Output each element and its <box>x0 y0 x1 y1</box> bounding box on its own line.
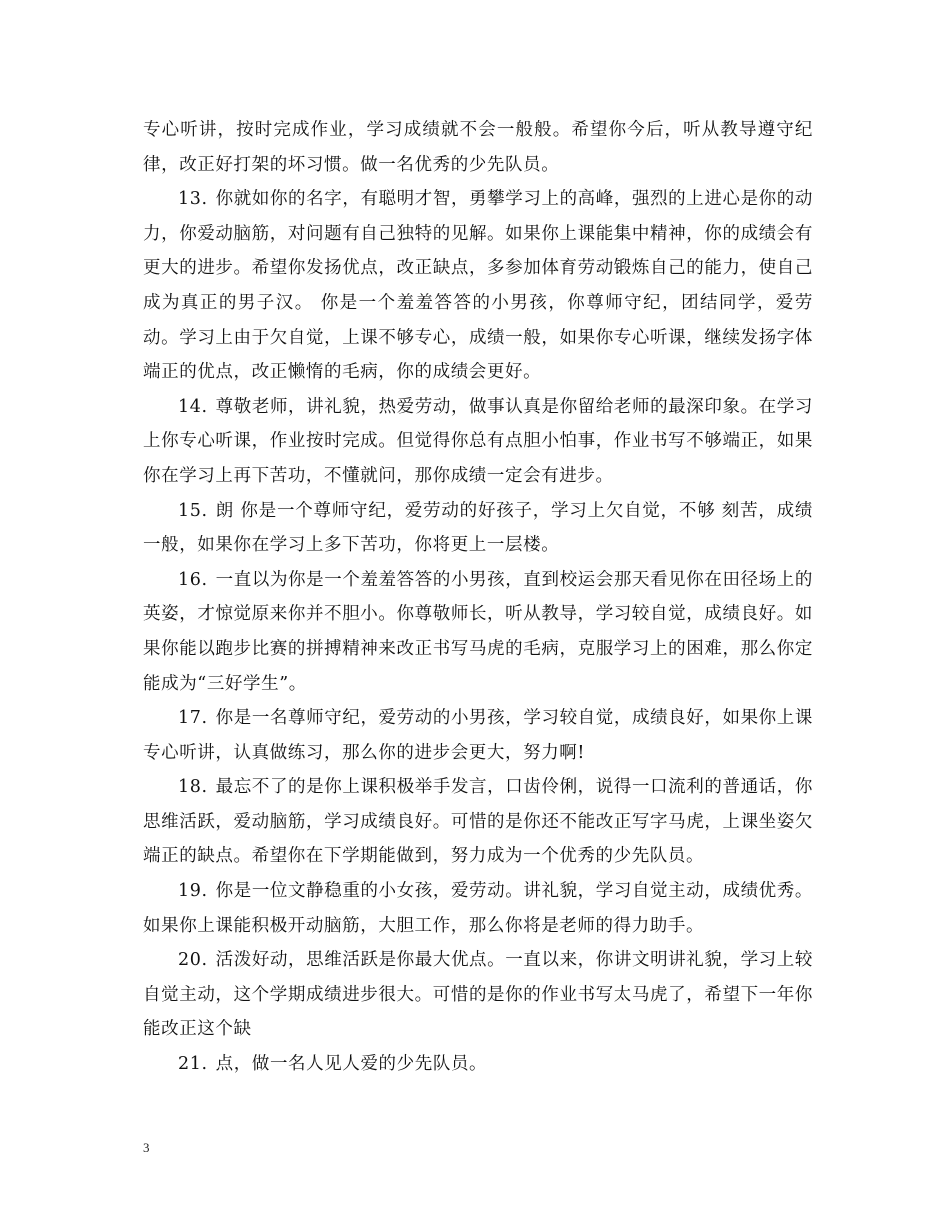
paragraph-text: 你就如你的名字，有聪明才智，勇攀学习上的高峰，强烈的上进心是你的动力，你爱动脑筋，对问题有自己独特的见解。如果你上课能集中精神，你的成绩会有更大的进步。希望你发扬优点，改正缺点，多参加体育劳动锻炼自己的能力，使自己成为真正的男子汉。 你是一个羞羞答答的小男孩，你尊师守纪，团结同学，爱劳动。学习上由于欠自觉，上课不够专心，成绩一般，如果你专心听课，继续发扬字体端正的优点，改正懒惰的毛病，你的成绩会更好。 <box>143 189 813 383</box>
item-number: 16. <box>178 569 208 590</box>
comment-13 <box>143 182 813 390</box>
paragraph-text: 朗 你是一个尊师守纪，爱劳动的好孩子，学习上欠自觉，不够 刻苦，成绩一般，如果你在学习上多下苦功，你将更上一层楼。 <box>143 500 813 556</box>
item-number: 21. <box>178 1054 208 1075</box>
item-number: 17. <box>178 708 208 729</box>
comment-21 <box>143 1047 813 1082</box>
paragraph-text: 一直以为你是一个羞羞答答的小男孩，直到校运会那天看见你在田径场上的英姿，才惊觉原来你并不胆小。你尊敬师长，听从教导，学习较自觉，成绩良好。如果你能以跑步比赛的拼搏精神来改正书写马虎的毛病，克服学习上的困难，那么你定能成为“三好学生”。 <box>143 569 813 694</box>
paragraph-text: 点，做一名人见人爱的少先队员。 <box>215 1054 488 1075</box>
item-number: 14. <box>178 396 208 417</box>
comment-14 <box>143 390 813 494</box>
item-number: 18. <box>178 777 208 798</box>
item-number: 19. <box>178 881 208 902</box>
paragraph-text: 最忘不了的是你上课积极举手发言，口齿伶俐，说得一口流利的普通话，你思维活跃，爱动脑筋，学习成绩良好。可惜的是你还不能改正写字马虎，上课坐姿欠端正的缺点。希望你在下学期能做到，努力成为一个优秀的少先队员。 <box>143 777 813 867</box>
item-number: 13. <box>178 189 208 210</box>
comment-20 <box>143 943 813 1047</box>
paragraph-text: 专心听讲，按时完成作业，学习成绩就不会一般般。希望你今后，听从教导遵守纪律，改正好打架的坏习惯。做一名优秀的少先队员。 <box>143 120 813 175</box>
comment-18 <box>143 770 813 874</box>
comment-17 <box>143 701 813 770</box>
comment-15 <box>143 494 813 563</box>
page-number: 3 <box>143 1140 150 1155</box>
paragraph-text: 你是一名尊师守纪，爱劳动的小男孩，学习较自觉，成绩良好，如果你上课专心听讲，认真做练习，那么你的进步会更大，努力啊! <box>143 708 813 763</box>
paragraph-continuation <box>143 113 813 182</box>
comment-19 <box>143 874 813 943</box>
item-number: 15. <box>178 500 208 521</box>
paragraph-text: 尊敬老师，讲礼貌，热爱劳动，做事认真是你留给老师的最深印象。在学习上你专心听课，作业按时完成。但觉得你总有点胆小怕事，作业书写不够端正，如果你在学习上再下苦功，不懂就问，那你成绩一定会有进步。 <box>143 396 813 486</box>
paragraph-text: 你是一位文静稳重的小女孩，爱劳动。讲礼貌，学习自觉主动，成绩优秀。如果你上课能积极开动脑筋，大胆工作，那么你将是老师的得力助手。 <box>143 881 813 936</box>
comment-16 <box>143 563 813 701</box>
item-number: 20. <box>178 950 208 971</box>
paragraph-text: 活泼好动，思维活跃是你最大优点。一直以来，你讲文明讲礼貌，学习上较自觉主动，这个学期成绩进步很大。可惜的是你的作业书写太马虎了，希望下一年你能改正这个缺 <box>143 950 813 1040</box>
document-body <box>143 113 813 1082</box>
